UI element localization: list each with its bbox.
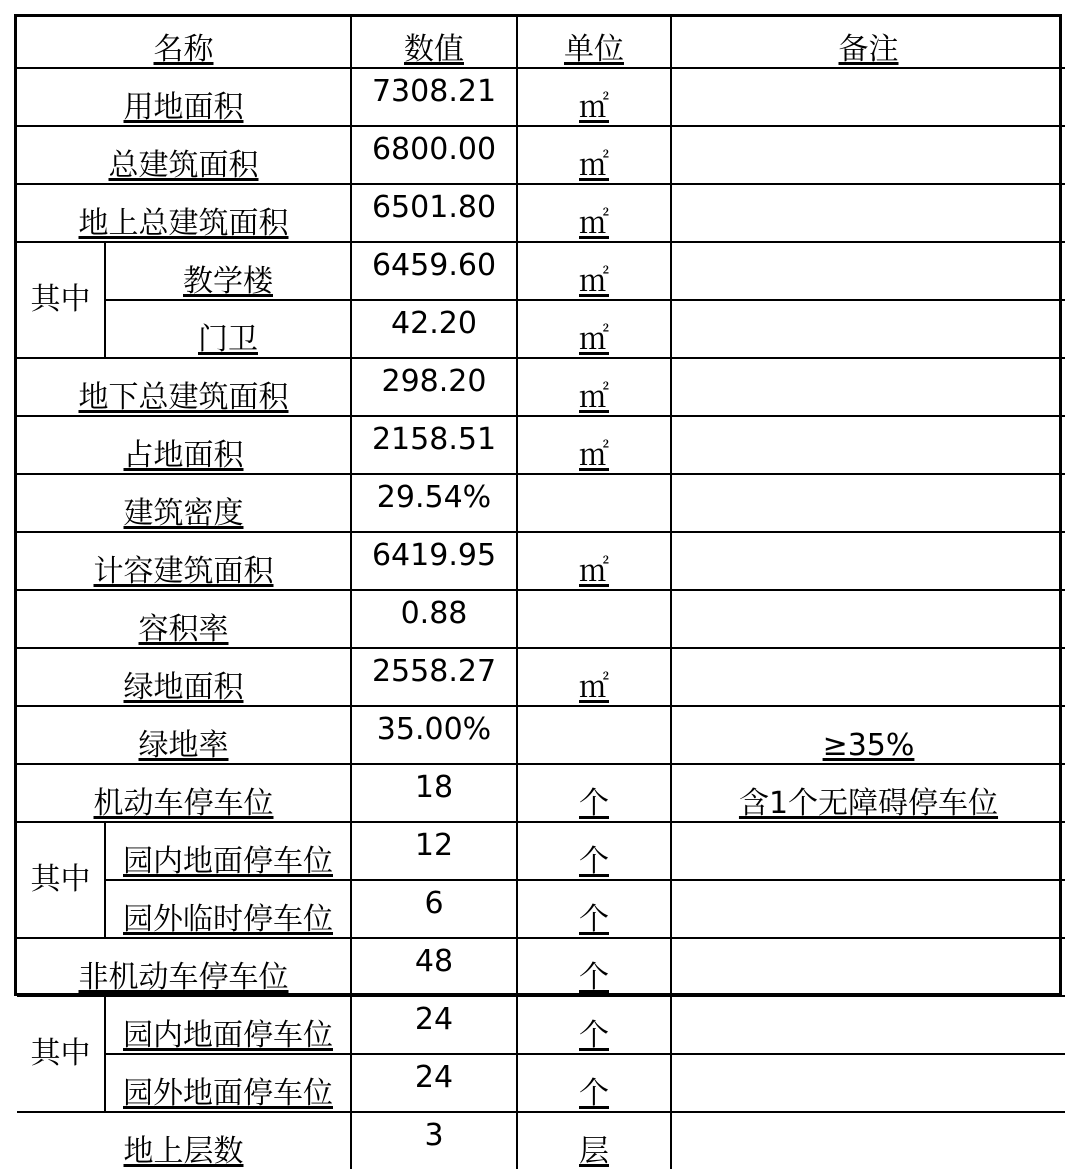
row-value: 7308.21 [351, 68, 517, 126]
table-row [17, 648, 1065, 706]
row-unit [517, 590, 671, 648]
row-name: 总建筑面积 [17, 126, 351, 184]
table-row [17, 706, 1065, 764]
row-note [671, 1054, 1065, 1112]
row-note [671, 648, 1065, 706]
table-row [17, 358, 1065, 416]
row-name: 园外地面停车位 [105, 1054, 351, 1112]
row-name: 绿地面积 [17, 648, 351, 706]
row-value: 6459.60 [351, 242, 517, 300]
row-name: 园内地面停车位 [105, 822, 351, 880]
row-note [671, 300, 1065, 358]
row-unit: 个 [517, 996, 671, 1054]
row-value: 24 [351, 996, 517, 1054]
row-value: 2558.27 [351, 648, 517, 706]
header-name: 名称 [17, 17, 351, 68]
table-row [17, 68, 1065, 126]
row-unit: ㎡ [517, 416, 671, 474]
header-unit: 单位 [517, 17, 671, 68]
row-note [671, 126, 1065, 184]
row-unit: ㎡ [517, 300, 671, 358]
row-unit: ㎡ [517, 532, 671, 590]
row-name: 园内地面停车位 [105, 996, 351, 1054]
row-note [671, 242, 1065, 300]
table-row [17, 416, 1065, 474]
row-unit: ㎡ [517, 126, 671, 184]
header-note: 备注 [671, 17, 1065, 68]
row-note [671, 532, 1065, 590]
row-value: 6419.95 [351, 532, 517, 590]
row-name: 园外临时停车位 [105, 880, 351, 938]
row-value: 6 [351, 880, 517, 938]
row-note [671, 822, 1065, 880]
row-name: 教学楼 [105, 242, 351, 300]
row-unit [517, 474, 671, 532]
table-row [17, 880, 1065, 938]
row-value: 298.20 [351, 358, 517, 416]
group-label: 其中 [17, 822, 105, 938]
row-note [671, 880, 1065, 938]
row-name: 用地面积 [17, 68, 351, 126]
table-row [17, 822, 1065, 880]
row-note: ≥35% [671, 706, 1065, 764]
row-name: 非机动车停车位 [17, 938, 351, 996]
row-note [671, 1112, 1065, 1169]
row-unit: ㎡ [517, 68, 671, 126]
row-value: 2158.51 [351, 416, 517, 474]
row-name: 地上层数 [17, 1112, 351, 1169]
row-note [671, 996, 1065, 1054]
row-value: 29.54% [351, 474, 517, 532]
data-table [17, 17, 1065, 1169]
row-unit: 个 [517, 938, 671, 996]
row-note [671, 358, 1065, 416]
row-name: 计容建筑面积 [17, 532, 351, 590]
row-note [671, 416, 1065, 474]
row-value: 35.00% [351, 706, 517, 764]
table-row [17, 764, 1065, 822]
table-row [17, 126, 1065, 184]
table-row [17, 242, 1065, 300]
row-unit: 个 [517, 880, 671, 938]
table-row [17, 938, 1065, 996]
row-name: 门卫 [105, 300, 351, 358]
table-row [17, 590, 1065, 648]
table-row [17, 184, 1065, 242]
row-value: 3 [351, 1112, 517, 1169]
row-note: 含1个无障碍停车位 [671, 764, 1065, 822]
row-note [671, 474, 1065, 532]
row-unit: ㎡ [517, 242, 671, 300]
data-table-frame [14, 14, 1062, 1169]
row-unit: 个 [517, 764, 671, 822]
row-unit: ㎡ [517, 358, 671, 416]
table-row [17, 300, 1065, 358]
row-value: 0.88 [351, 590, 517, 648]
row-value: 6501.80 [351, 184, 517, 242]
row-note [671, 590, 1065, 648]
table-row [17, 532, 1065, 590]
group-label: 其中 [17, 242, 105, 358]
header-row [17, 17, 1065, 68]
row-name: 建筑密度 [17, 474, 351, 532]
row-value: 42.20 [351, 300, 517, 358]
row-note [671, 938, 1065, 996]
row-note [671, 68, 1065, 126]
row-value: 6800.00 [351, 126, 517, 184]
row-unit: 层 [517, 1112, 671, 1169]
row-name: 容积率 [17, 590, 351, 648]
row-value: 48 [351, 938, 517, 996]
row-note [671, 184, 1065, 242]
row-name: 机动车停车位 [17, 764, 351, 822]
row-value: 18 [351, 764, 517, 822]
group-label: 其中 [17, 996, 105, 1112]
table-row [17, 996, 1065, 1054]
row-unit: ㎡ [517, 184, 671, 242]
row-name: 地上总建筑面积 [17, 184, 351, 242]
header-value: 数值 [351, 17, 517, 68]
row-name: 地下总建筑面积 [17, 358, 351, 416]
row-unit: 个 [517, 1054, 671, 1112]
row-value: 12 [351, 822, 517, 880]
table-row [17, 474, 1065, 532]
row-unit: 个 [517, 822, 671, 880]
row-name: 占地面积 [17, 416, 351, 474]
row-value: 24 [351, 1054, 517, 1112]
table-row [17, 1054, 1065, 1112]
table-row [17, 1112, 1065, 1169]
row-name: 绿地率 [17, 706, 351, 764]
row-unit [517, 706, 671, 764]
row-unit: ㎡ [517, 648, 671, 706]
